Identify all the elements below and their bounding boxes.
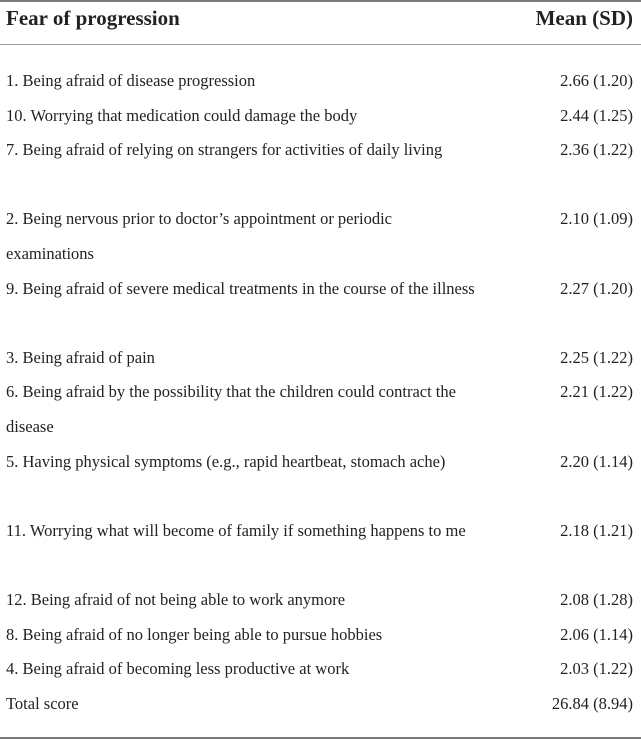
- bottom-rule: [0, 737, 641, 739]
- row-value: 2.21 (1.22): [560, 382, 633, 402]
- row-item: 5. Having physical symptoms (e.g., rapid heartbeat, stomach ache): [6, 451, 446, 471]
- header-item: Fear of progression: [6, 6, 180, 30]
- header-rule: [0, 44, 641, 45]
- total-value: 26.84 (8.94): [551, 693, 633, 713]
- row-value: 2.08 (1.28): [560, 589, 633, 609]
- row-value: 2.27 (1.20): [560, 278, 633, 298]
- row-value: 2.25 (1.22): [560, 347, 633, 367]
- table-body: [0, 64, 641, 721]
- table-row: [0, 514, 641, 583]
- row-item: 6. Being afraid by the possibility that the children could contract the disease: [6, 382, 456, 436]
- row-item: 1. Being afraid of disease progression: [6, 71, 256, 90]
- table-row: [0, 133, 641, 202]
- row-item: 8. Being afraid of no longer being able to pursue hobbies: [6, 624, 383, 644]
- table-row: [0, 202, 641, 271]
- row-item: 7. Being afraid of relying on strangers for activities of daily living: [6, 140, 443, 160]
- table-row: [0, 445, 641, 514]
- row-value: 2.18 (1.21): [560, 520, 633, 540]
- row-value: 2.66 (1.20): [560, 71, 633, 90]
- row-value: 2.20 (1.14): [560, 451, 633, 471]
- table-row: [0, 64, 641, 99]
- table-row: [0, 618, 641, 653]
- table-row: [0, 375, 641, 444]
- table-header: [0, 0, 641, 44]
- row-item: 12. Being afraid of not being able to work anymore: [6, 589, 346, 609]
- table-row: [0, 99, 641, 134]
- row-item: 4. Being afraid of becoming less productive at work: [6, 659, 350, 679]
- row-value: 2.44 (1.25): [560, 105, 633, 125]
- total-row: [0, 687, 641, 722]
- row-value: 2.03 (1.22): [560, 659, 633, 679]
- row-value: 2.36 (1.22): [560, 140, 633, 160]
- row-item: 11. Worrying what will become of family if something happens to me: [6, 520, 466, 540]
- table-row: [0, 341, 641, 376]
- row-item: 3. Being afraid of pain: [6, 347, 155, 367]
- table-row: [0, 272, 641, 341]
- row-item: 10. Worrying that medication could damage the body: [6, 105, 358, 125]
- table-row: [0, 583, 641, 618]
- table-row: [0, 652, 641, 687]
- row-item: 2. Being nervous prior to doctor’s appointment or periodic examinations: [6, 209, 392, 263]
- row-value: 2.06 (1.14): [560, 624, 633, 644]
- row-value: 2.10 (1.09): [560, 209, 633, 229]
- total-label: Total score: [6, 693, 79, 713]
- row-item: 9. Being afraid of severe medical treatments in the course of the illness: [6, 278, 475, 298]
- header-value: Mean (SD): [535, 6, 633, 30]
